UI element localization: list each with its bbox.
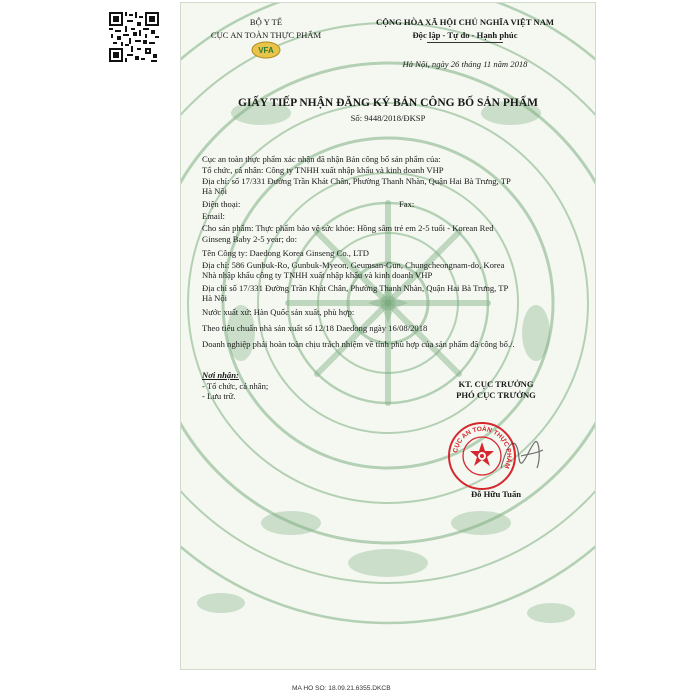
phone-label: Điện thoại:	[202, 199, 241, 209]
address-line-1: Địa chỉ: số 17/331 Đường Trần Khát Chân, Phường Thanh Nhàn, Quận Hai Bà Trưng, TP	[202, 176, 511, 186]
importer-address-line-2: Hà Nội	[202, 293, 228, 303]
company-name: Tên Công ty: Daedong Korea Ginseng Co., LTD	[202, 248, 369, 258]
responsibility-statement: Doanh nghiệp phải hoàn toàn chịu trách nhiệm về tính phù hợp của sản phẩm đã công bố./.	[202, 339, 515, 349]
signer-name: Đỗ Hữu Tuấn	[470, 489, 522, 499]
product-line-1: Cho sản phẩm: Thực phẩm bảo vệ sức khỏe: Hồng sâm trẻ em 2-5 tuổi - Korean Red	[202, 223, 494, 233]
importer-address-line-1: Địa chỉ số 17/331 Đường Trần Khát Chân, Phường Thanh Nhàn, Quận Hai Bà Trưng, TP	[202, 283, 509, 293]
recipient-item-1: - Tổ chức, cá nhân;	[202, 381, 269, 391]
recipients-heading: Nơi nhận:	[202, 370, 239, 380]
signer-role-2: PHÓ CỤC TRƯỞNG	[456, 390, 536, 400]
country-name: CỘNG HÒA XÃ HỘI CHỦ NGHĨA VIỆT NAM	[375, 17, 555, 27]
place-date: Hà Nội, ngày 26 tháng 11 năm 2018	[402, 59, 528, 69]
svg-text:CỤC AN TOÀN THỰC PHẨM: CỤC AN TOÀN THỰC PHẨM	[452, 425, 513, 470]
national-motto: Độc lập - Tự do - Hạnh phúc	[412, 30, 518, 40]
product-line-2: Ginseng Baby 2-5 year; do:	[202, 234, 297, 244]
document-number: Số: 9448/2018/ĐKSP	[350, 113, 426, 123]
handwritten-signature	[491, 428, 551, 478]
signer-role-1: KT. CỤC TRƯỞNG	[458, 379, 534, 389]
ministry-name: BỘ Y TẾ	[249, 17, 283, 27]
dossier-code: MA HO SO: 18.09.21.6355.DKCB	[292, 685, 391, 692]
organization: Tổ chức, cá nhân: Công ty TNHH xuất nhập khẩu và kinh doanh VHP	[202, 165, 444, 175]
origin: Nước xuất xứ: Hàn Quốc sản xuất, phù hợp:	[202, 307, 355, 317]
vfa-logo	[251, 41, 281, 59]
svg-text:VFA: VFA	[258, 46, 274, 55]
standard: Theo tiêu chuẩn nhà sản xuất số 12/18 Daedong ngày 16/08/2018	[202, 323, 428, 333]
company-address: Địa chỉ: 586 Gunbuk-Ro, Gunbuk-Myeon, Geumsan-Gun, Chungcheongnam-do, Korea	[202, 260, 505, 270]
certificate-document	[180, 2, 596, 670]
recipient-item-2: - Lưu trữ.	[202, 391, 236, 401]
importer: Nhà nhập khẩu công ty TNHH xuất nhập khẩu và kinh doanh VHP	[202, 270, 433, 280]
intro-text: Cục an toàn thực phẩm xác nhận đã nhận Bản công bố sản phẩm của:	[202, 154, 441, 164]
qr-code	[109, 12, 159, 62]
email-label: Email:	[202, 211, 225, 221]
address-line-2: Hà Nội	[202, 186, 228, 196]
document-title: GIẤY TIẾP NHẬN ĐĂNG KÝ BẢN CÔNG BỐ SẢN PHẨM	[238, 97, 538, 109]
department-name: CỤC AN TOÀN THỰC PHẨM	[210, 30, 322, 40]
fax-label: Fax:	[399, 199, 415, 209]
motto-underline	[427, 42, 503, 43]
